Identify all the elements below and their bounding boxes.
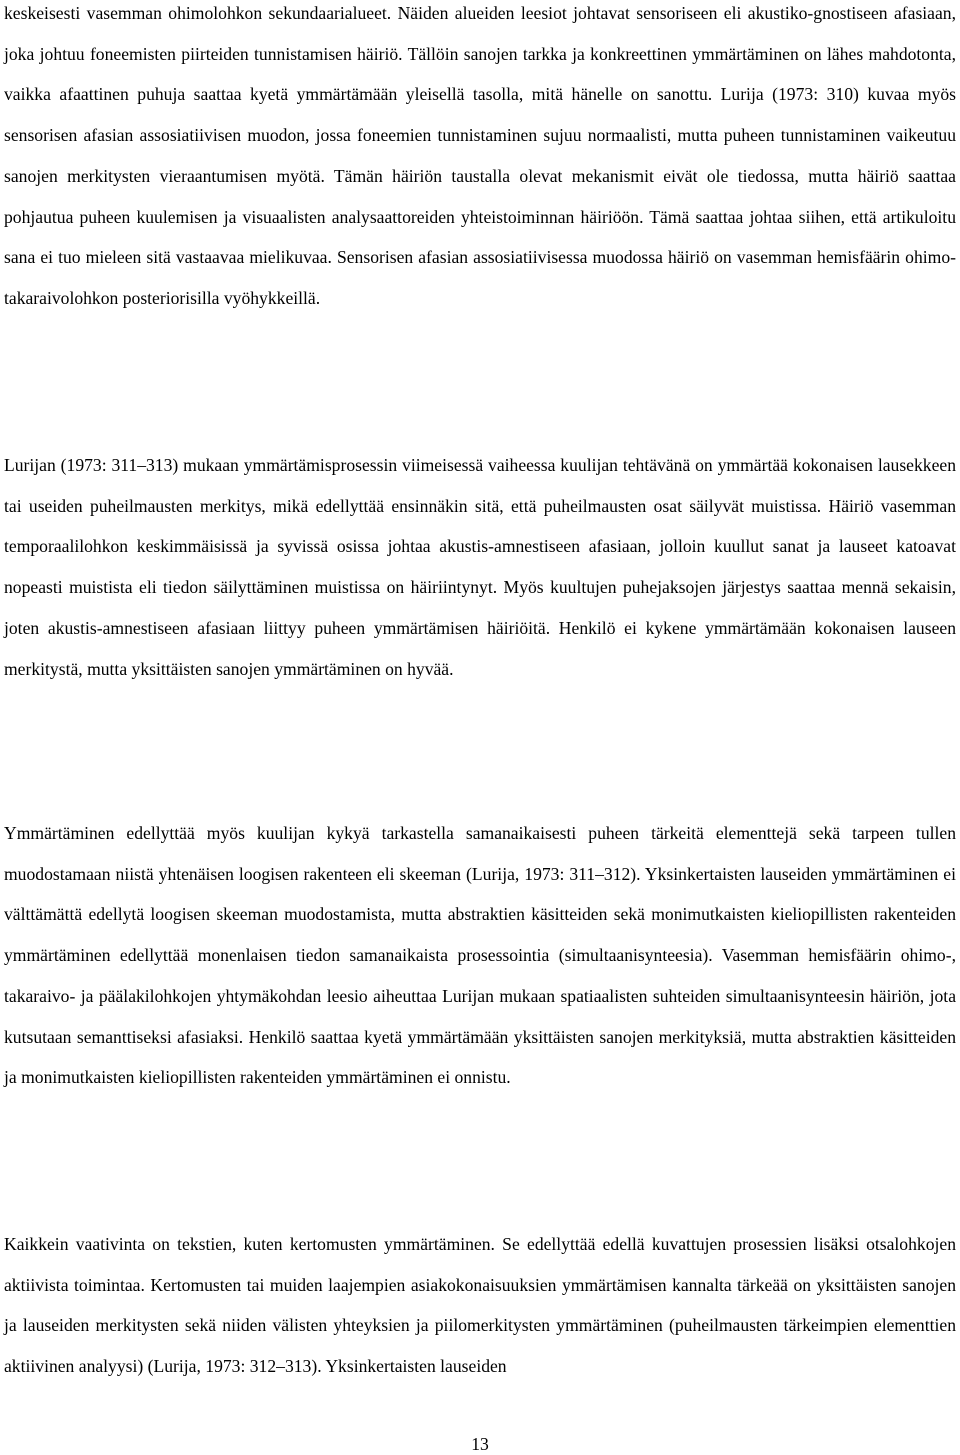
body-paragraph-1: keskeisesti vasemman ohimolohkon sekundaarialueet. Näiden alueiden leesiot johtavat sensoriseen eli akustiko-gnostiseen afasiaan, joka johtuu foneemisten piirteiden tunnistamisen häiriö. Tällöin sanojen tarkka ja konkreettinen ymmärtäminen on lähes mahdotonta, vaikka afaattinen puhuja saattaa kyetä ymmärtämään yleisellä tasolla, mitä hänelle on sanottu. Lurija (1973: 310) kuvaa myös sensorisen afasian assosiatiivisen muodon, jossa foneemien tunnistaminen sujuu normaalisti, mutta puheen tunnistaminen vaikeutuu sanojen merkitysten vieraantumisen myötä. Tämän häiriön taustalla olevat mekanismit eivät ole tiedossa, mutta häiriö saattaa pohjautua puheen kuulemisen ja visuaalisten analysaattoreiden yhteistoiminnan häiriöön. Tämä saattaa johtaa siihen, että artikuloitu sana ei tuo mieleen sitä vastaavaa mielikuvaa. Sensorisen afasian assosiatiivisessa muodossa häiriö on vasemman hemisfäärin ohimo-takaraivolohkon posteriorisilla vyöhykkeillä. bbox=[4, 3, 956, 308]
page-number: 13 bbox=[471, 1434, 489, 1454]
body-paragraph-4: Kaikkein vaativinta on tekstien, kuten kertomusten ymmärtäminen. Se edellyttää edellä kuvattujen prosessien lisäksi otsalohkojen aktiivista toimintaa. Kertomusten tai muiden laajempien asiakokonaisuuksien ymmärtämisen kannalta tärkeää on yksittäisten sanojen ja lauseiden merkitysten sekä niiden välisten yhteyksien ja piilomerkitysten ymmärtäminen (puheilmausten tärkeimpien elementtien aktiivinen analyysi) (Lurija, 1973: 312–313). Yksinkertaisten lauseiden bbox=[4, 1234, 956, 1377]
body-paragraph-3: Ymmärtäminen edellyttää myös kuulijan kykyä tarkastella samanaikaisesti puheen tärkeitä elementtejä sekä tarpeen tullen muodostamaan niistä yhtenäisen loogisen rakenteen eli skeeman (Lurija, 1973: 311–312). Yksinkertaisten lauseiden ymmärtäminen ei välttämättä edellytä loogisen skeeman muodostamista, mutta abstraktien käsitteiden sekä monimutkaisten kieliopillisten rakenteiden ymmärtäminen edellyttää monenlaisen tiedon samanaikaista prosessointia (simultaanisynteesia). Vasemman hemisfäärin ohimo-, takaraivo- ja päälakilohkojen yhtymäkohdan leesio aiheuttaa Lurijan mukaan spatiaalisten suhteiden simultaanisynteesin häiriön, jota kutsutaan semanttiseksi afasiaksi. Henkilö saattaa kyetä ymmärtämään yksittäisten sanojen merkityksiä, mutta abstraktien käsitteiden ja monimutkaisten kieliopillisten rakenteiden ymmärtäminen ei onnistu. bbox=[4, 823, 956, 1088]
body-paragraph-2: Lurijan (1973: 311–313) mukaan ymmärtämisprosessin viimeisessä vaiheessa kuulijan tehtävänä on ymmärtää kokonaisen lausekkeen tai useiden puheilmausten merkitys, mikä edellyttää ensinnäkin sitä, että puheilmausten osat säilyvät muistissa. Häiriö vasemman temporaalilohkon keskimmäisissä ja syvissä osissa johtaa akustis-amnestiseen afasiaan, jolloin kuullut sanat ja lauseet katoavat nopeasti muistista eli tiedon säilyttäminen muistissa on häiriintynyt. Myös kuultujen puhejaksojen järjestys saattaa mennä sekaisin, joten akustis-amnestiseen afasiaan liittyy puheen ymmärtämisen häiriöitä. Henkilö ei kykene ymmärtämään kokonaisen lauseen merkitystä, mutta yksittäisten sanojen ymmärtäminen on hyvää. bbox=[4, 455, 956, 679]
